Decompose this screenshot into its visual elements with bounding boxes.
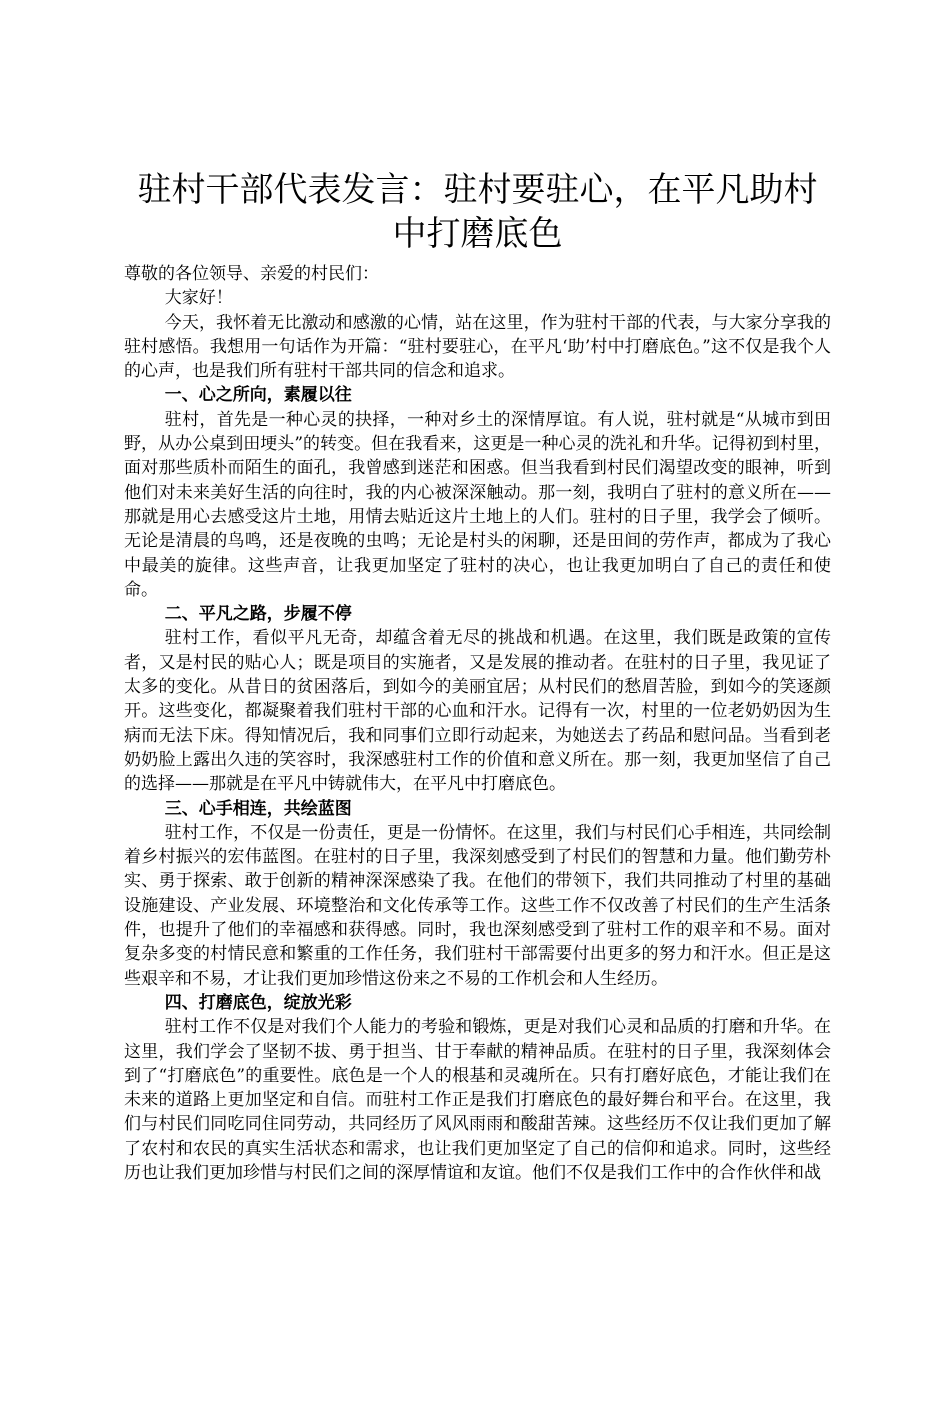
section-body-2: 驻村工作，看似平凡无奇，却蕴含着无尽的挑战和机遇。在这里，我们既是政策的宣传者，又是村民的贴心人；既是项目的实施者，又是发展的推动者。在驻村的日子里，我见证了太多的变化。从昔日的贫困落后，到如今的美丽宜居；从村民们的愁眉苦脸，到如今的笑逐颜开。这些变化，都凝聚着我们驻村干部的心血和汗水。记得有一次，村里的一位老奶奶因为生病而无法下床。得知情况后，我和同事们立即行动起来，为她送去了药品和慰问品。当看到老奶奶脸上露出久违的笑容时，我深感驻村工作的价值和意义所在。那一刻，我更加坚信了自己的选择——那就是在平凡中铸就伟大，在平凡中打磨底色。 [124,628,831,795]
greeting: 大家好！ [164,288,233,309]
salutation: 尊敬的各位领导、亲爱的村民们： [124,264,379,284]
document-page [124,168,831,1402]
section-heading-4: 四、打磨底色，绽放光彩 [164,992,352,1013]
section-body-1: 驻村，首先是一种心灵的抉择，一种对乡土的深情厚谊。有人说，驻村就是“从城市到田野，从办公桌到田埂头”的转变。但在我看来，这更是一种心灵的洗礼和升华。记得初到村里，面对那些质朴而陌生的面孔，我曾感到迷茫和困惑。但当我看到村民们渴望改变的眼神，听到他们对未来美好生活的向往时，我的内心被深深触动。那一刻，我明白了驻村的意义所在——那就是用心去感受这片土地，用情去贴近这片土地上的人们。驻村的日子里，我学会了倾听。无论是清晨的鸟鸣，还是夜晚的虫鸣；无论是村头的闲聊，还是田间的劳作声，都成为了我心中最美的旋律。这些声音，让我更加坚定了驻村的决心，也让我更加明白了自己的责任和使命。 [124,409,831,600]
section-heading-1: 一、心之所向，素履以往 [164,385,352,406]
section-heading-2: 二、平凡之路，步履不停 [164,604,352,625]
document-title: 驻村干部代表发言：驻村要驻心，在平凡助村中打磨底色 [137,170,818,254]
document-body [124,262,831,1402]
section-body-4: 驻村工作不仅是对我们个人能力的考验和锻炼，更是对我们心灵和品质的打磨和升华。在这里，我们学会了坚韧不拔、勇于担当、甘于奉献的精神品质。在驻村的日子里，我深刻体会到了“打磨底色”的重要性。底色是一个人的根基和灵魂所在。只有打磨好底色，才能让我们在未来的道路上更加坚定和自信。而驻村工作正是我们打磨底色的最好舞台和平台。在这里，我们与村民们同吃同住同劳动，共同经历了风风雨雨和酸甜苦辣。这些经历不仅让我们更加了解了农村和农民的真实生活状态和需求，也让我们更加坚定了自己的信仰和追求。同时，这些经历也让我们更加珍惜与村民们之间的深厚情谊和友谊。他们不仅是我们工作中的合作伙伴和战 [124,1017,831,1183]
section-body-3: 驻村工作，不仅是一份责任，更是一份情怀。在这里，我们与村民们心手相连，共同绘制着乡村振兴的宏伟蓝图。在驻村的日子里，我深刻感受到了村民们的智慧和力量。他们勤劳朴实、勇于探索、敢于创新的精神深深感染了我。在他们的带领下，我们共同推动了村里的基础设施建设、产业发展、环境整治和文化传承等工作。这些工作不仅改善了村民们的生产生活条件，也提升了他们的幸福感和获得感。同时，我也深刻感受到了驻村工作的艰辛和不易。面对复杂多变的村情民意和繁重的工作任务，我们驻村干部需要付出更多的努力和汗水。但正是这些艰辛和不易，才让我们更加珍惜这份来之不易的工作机会和人生经历。 [124,822,831,989]
section-heading-3: 三、心手相连，共绘蓝图 [164,798,352,819]
intro-paragraph: 今天，我怀着无比激动和感激的心情，站在这里，作为驻村干部的代表，与大家分享我的驻村感悟。我想用一句话作为开篇：“驻村要驻心，在平凡‘助’村中打磨底色。”这不仅是我个人的心声，也是我们所有驻村干部共同的信念和追求。 [124,312,831,382]
